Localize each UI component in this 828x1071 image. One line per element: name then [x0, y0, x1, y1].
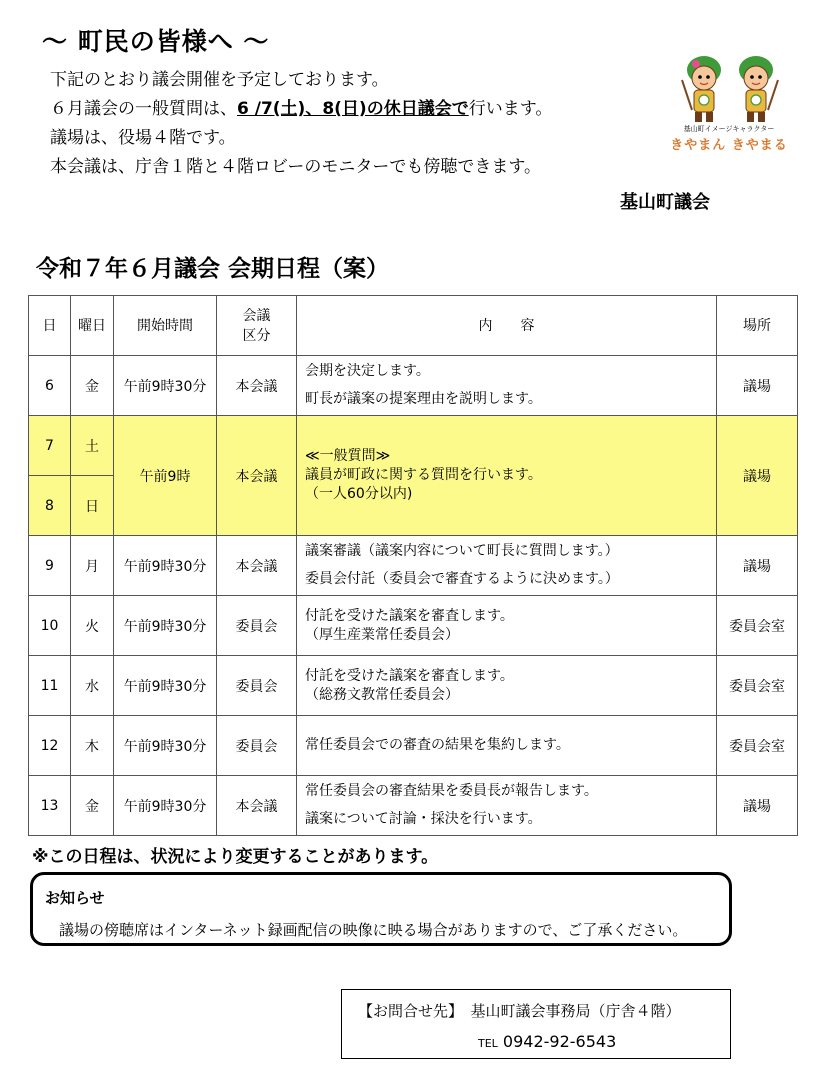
notice-box: [30, 872, 732, 946]
intro-line-3: 議場は、役場４階です。: [50, 128, 236, 148]
mascot-illustration: [666, 50, 792, 128]
day-cell: 6: [29, 356, 71, 416]
tel-label: TEL: [478, 1037, 498, 1050]
table-row: [29, 716, 798, 776]
time-cell: 午前9時30分: [114, 536, 217, 596]
time-cell: 午前9時30分: [114, 356, 217, 416]
table-row: [29, 656, 798, 716]
intro-line-2: ６月議会の一般質問は、6 /7(土)、8(日)の休日議会で行います。: [50, 99, 553, 119]
time-cell: 午前9時30分: [114, 716, 217, 776]
dow-cell: 日: [71, 476, 114, 536]
day-cell: 7: [29, 416, 71, 476]
intro-text: [50, 66, 552, 182]
col-header-dow: 曜日: [71, 296, 114, 356]
type-cell: 本会議: [217, 356, 297, 416]
logo-caption: 基山町イメージキャラクター: [683, 125, 775, 133]
col-header-type: 会議 区分: [217, 296, 297, 356]
contact-phone: [478, 1032, 616, 1051]
day-cell: 12: [29, 716, 71, 776]
time-cell: 午前9時: [114, 416, 217, 536]
notice-title: お知らせ: [45, 889, 105, 907]
col-header-place: 場所: [717, 296, 798, 356]
table-row: [29, 536, 798, 596]
dow-cell: 金: [71, 356, 114, 416]
table-row: [29, 356, 798, 416]
type-cell: 本会議: [217, 416, 297, 536]
signature: 基山町議会: [620, 192, 710, 213]
place-cell: 委員会室: [717, 596, 798, 656]
type-cell: 本会議: [217, 536, 297, 596]
contact-box: [341, 989, 731, 1059]
place-cell: 議場: [717, 416, 798, 536]
dow-cell: 土: [71, 416, 114, 476]
intro-line-1: 下記のとおり議会開催を予定しております。: [50, 70, 389, 90]
content-cell: 付託を受けた議案を審査します。 （厚生産業常任委員会）: [297, 596, 717, 656]
place-cell: 議場: [717, 536, 798, 596]
logo-names: きやまん きやまる: [670, 138, 788, 153]
page-heading: ～ 町民の皆様へ ～: [42, 27, 270, 56]
day-cell: 8: [29, 476, 71, 536]
schedule-change-note: ※この日程は、状況により変更することがあります。: [32, 847, 439, 867]
dow-cell: 水: [71, 656, 114, 716]
dow-cell: 月: [71, 536, 114, 596]
dow-cell: 金: [71, 776, 114, 836]
table-row-highlighted: [29, 416, 798, 476]
dow-cell: 火: [71, 596, 114, 656]
time-cell: 午前9時30分: [114, 776, 217, 836]
col-header-content: 内 容: [297, 296, 717, 356]
notice-body: 議場の傍聴席はインターネット録画配信の映像に映る場合がありますので、ご了承ください。: [59, 921, 688, 939]
type-cell: 委員会: [217, 596, 297, 656]
holiday-session-emphasis: 6 /7(土)、8(日)の休日議会で: [237, 99, 469, 119]
content-cell: 常任委員会での審査の結果を集約します。: [297, 716, 717, 776]
table-header-row: [29, 296, 798, 356]
type-cell: 本会議: [217, 776, 297, 836]
contact-office: 【お問合せ先】 基山町議会事務局（庁舎４階）: [358, 1002, 681, 1020]
mascot-characters-icon: [666, 50, 792, 154]
schedule-table: [28, 295, 798, 836]
type-cell: 委員会: [217, 716, 297, 776]
day-cell: 11: [29, 656, 71, 716]
content-cell: ≪一般質問≫ 議員が町政に関する質問を行います。 （一人60分以内): [297, 416, 717, 536]
day-cell: 13: [29, 776, 71, 836]
place-cell: 委員会室: [717, 716, 798, 776]
phone-number: 0942-92-6543: [502, 1032, 617, 1051]
content-cell: 付託を受けた議案を審査します。 （総務文教常任委員会）: [297, 656, 717, 716]
time-cell: 午前9時30分: [114, 656, 217, 716]
content-cell: 議案審議（議案内容について町長に質問します。） 委員会付託（委員会で審査するように決めます。）: [297, 536, 717, 596]
place-cell: 議場: [717, 356, 798, 416]
table-row: [29, 776, 798, 836]
content-cell: 会期を決定します。 町長が議案の提案理由を説明します。: [297, 356, 717, 416]
col-header-day: 日: [29, 296, 71, 356]
place-cell: 委員会室: [717, 656, 798, 716]
dow-cell: 木: [71, 716, 114, 776]
day-cell: 10: [29, 596, 71, 656]
col-header-time: 開始時間: [114, 296, 217, 356]
time-cell: 午前9時30分: [114, 596, 217, 656]
place-cell: 議場: [717, 776, 798, 836]
content-cell: 常任委員会の審査結果を委員長が報告します。 議案について討論・採決を行います。: [297, 776, 717, 836]
type-cell: 委員会: [217, 656, 297, 716]
day-cell: 9: [29, 536, 71, 596]
intro-line-4: 本会議は、庁舎１階と４階ロビーのモニターでも傍聴できます。: [50, 157, 541, 177]
schedule-title: 令和７年６月議会 会期日程（案）: [36, 256, 390, 282]
table-row: [29, 596, 798, 656]
